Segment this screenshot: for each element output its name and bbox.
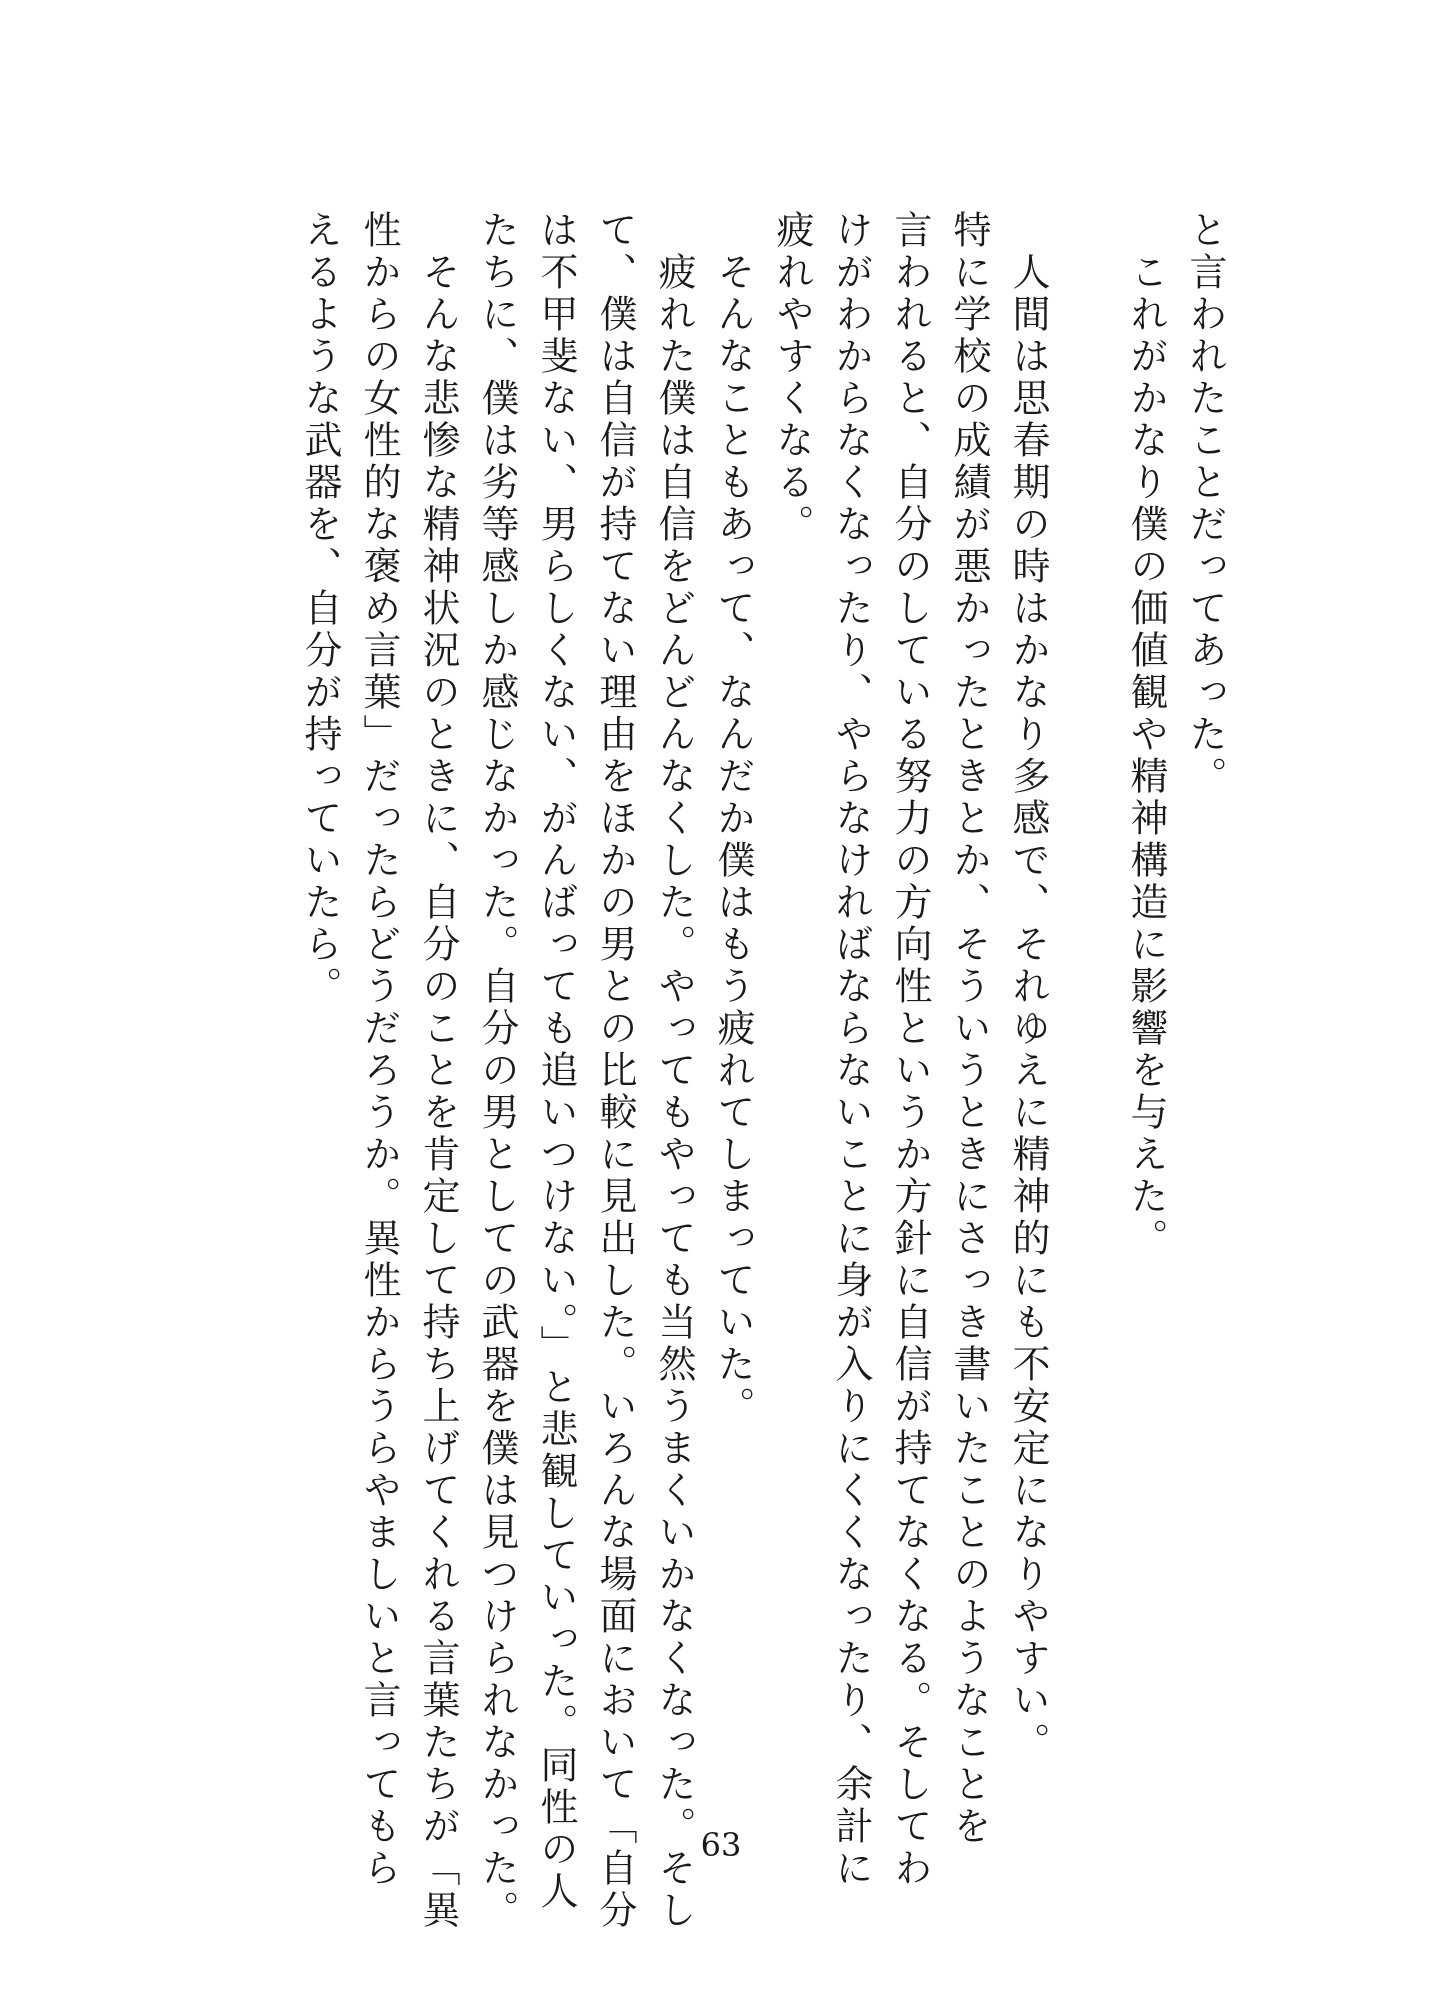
page-number: 63: [700, 1826, 742, 1864]
text-line: て、僕は自信が持てない理由をほかの男との比較に見出した。いろんな場面において「自分: [593, 210, 637, 1932]
text-line: と言われたことだってあった。: [1183, 210, 1227, 798]
text-line: けがわからなくなったり、やらなければならないことに身が入りにくくなったり、余計に: [829, 210, 873, 1890]
text-line: たちに、僕は劣等感しか感じなかった。自分の男としての武器を僕は見つけられなかった。: [475, 210, 519, 1932]
text-line: そんなこともあって、なんだか僕はもう疲れてしまっていた。: [711, 210, 755, 1428]
text-line: そんな悲惨な精神状況のときに、自分のことを肯定して持ち上げてくれる言葉たちが「異: [416, 210, 460, 1932]
text-line: 疲れた僕は自信をどんどんなくした。やってもやっても当然うまくいかなくなった。そし: [652, 210, 696, 1932]
text-line: 特に学校の成績が悪かったときとか、そういうときにさっき書いたことのようなことを: [947, 210, 991, 1848]
text-line: は不甲斐ない、男らしくない、がんばっても追いつけない。」と悲観していった。同性の人: [534, 210, 578, 1913]
text-line: えるような武器を、自分が持っていたら。: [298, 210, 342, 1008]
text-line: 疲れやすくなる。: [770, 210, 814, 546]
text-line: 言われると、自分のしている努力の方向性というか方針に自信が持てなくなる。そしてわ: [888, 210, 932, 1890]
text-line: 性からの女性的な褒め言葉」だったらどうだろうか。異性からうらやましいと言ってもら: [357, 210, 401, 1890]
blank-line: [1057, 210, 1116, 1790]
text-line: 人間は思春期の時はかなり多感で、それゆえに精神的にも不安定になりやすい。: [1006, 210, 1050, 1764]
text-line: これがかなり僕の価値観や精神構造に影響を与えた。: [1124, 210, 1168, 1260]
